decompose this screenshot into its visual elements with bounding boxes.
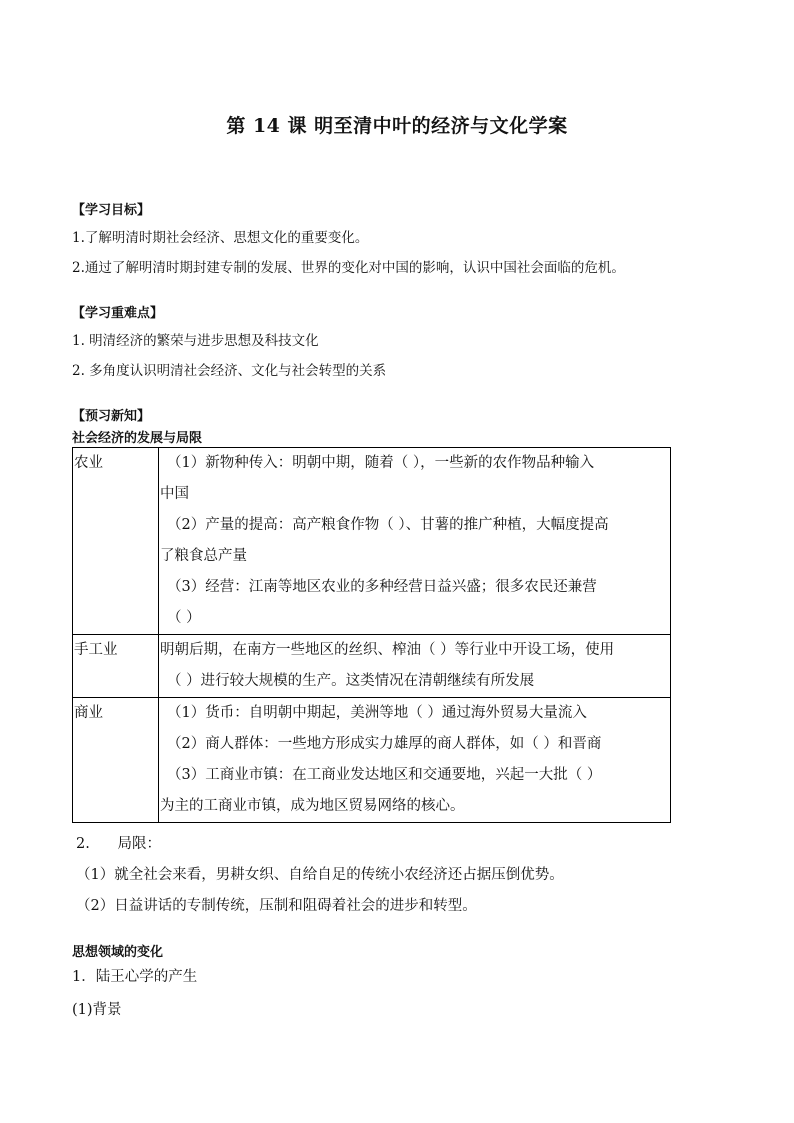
thought-item-1: 1．陆王心学的产生 [72,969,198,985]
thought-subheading: 思想领域的变化 [72,945,164,960]
objectives-heading: 【学习目标】 [72,203,151,218]
thought-item-2: (1)背景 [72,1002,122,1018]
key-points-heading: 【学习重难点】 [72,306,164,321]
table-line: （1）货币：自明朝中期起，美洲等地（ ）通过海外贸易大量流入 [167,705,587,721]
table-line: 明朝后期，在南方一些地区的丝织、榨油（ ）等行业中开设工场，使用 [160,642,615,658]
table-line: （ ） [167,610,201,626]
table-line: 为主的工商业市镇，成为地区贸易网络的核心。 [160,798,465,814]
limits-item-1: （1）就全社会来看，男耕女织、自给自足的传统小农经济还占据压倒优势。 [76,867,564,883]
page-title: 第 14 课 明至清中叶的经济与文化学案 [226,115,568,137]
limits-item-2: （2）日益讲话的专制传统，压制和阻碍着社会的进步和转型。 [76,898,477,914]
table-line: （3）工商业市镇：在工商业发达地区和交通要地，兴起一大批（ ） [167,767,602,783]
key-point-item-1: 1. 明清经济的繁荣与进步思想及科技文化 [72,333,319,349]
table-line: （ ）进行较大规模的生产。这类情况在清朝继续有所发展 [167,673,535,689]
content-cell [159,448,671,635]
preview-heading: 【预习新知】 [72,409,151,424]
economy-table [72,447,671,823]
table-line: （2）商人群体：一些地方形成实力雄厚的商人群体，如（ ）和晋商 [167,736,602,752]
objective-item-1: 1.了解明清时期社会经济、思想文化的重要变化。 [72,230,369,246]
table-line: （3）经营：江南等地区农业的多种经营日益兴盛；很多农民还兼营 [167,579,597,595]
key-point-item-2: 2. 多角度认识明清社会经济、文化与社会转型的关系 [72,363,387,379]
table-row-commerce [73,698,671,823]
limits-label: 2. 局限： [76,836,161,852]
table-line: 中国 [160,486,189,502]
content-cell [159,635,671,698]
content-cell [159,698,671,823]
table-row-agriculture [73,448,671,635]
objective-item-2: 2.通过了解明清时期封建专制的发展、世界的变化对中国的影响，认识中国社会面临的危机。 [72,260,625,276]
table-line: （2）产量的提高：高产粮食作物（ ）、甘薯的推广种植，大幅度提高 [167,517,609,533]
table-row-handicraft [73,635,671,698]
category-cell: 商业 [73,698,159,823]
category-cell: 农业 [73,448,159,635]
table-line: （1）新物种传入：明朝中期，随着（ ），一些新的农作物品种输入 [167,455,595,471]
economy-subheading: 社会经济的发展与局限 [72,431,203,446]
category-cell: 手工业 [73,635,159,698]
table-line: 了粮食总产量 [160,548,247,564]
